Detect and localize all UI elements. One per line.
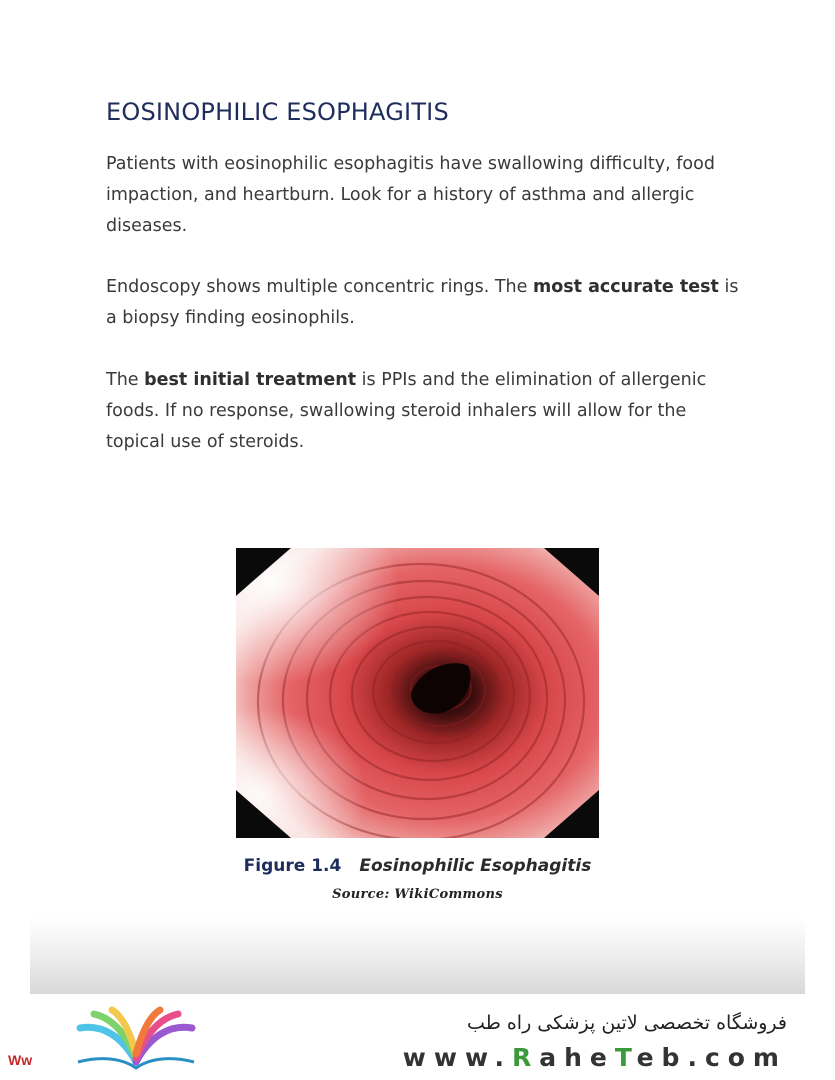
url-part: www. — [402, 1043, 512, 1072]
bold-phrase-most-accurate-test: most accurate test — [532, 277, 719, 297]
section-title: EOSINOPHILIC ESOPHAGITIS — [106, 98, 449, 126]
figure-number: Figure 1.4 — [243, 856, 342, 876]
url-part: ahe — [539, 1043, 615, 1072]
store-url — [403, 1043, 787, 1072]
url-accent-letter: T — [614, 1043, 637, 1072]
endoscopy-image — [236, 548, 599, 838]
footer-shadow-band — [30, 918, 805, 994]
paragraph-text: is PPIs and the elimination of allergenic foods. If no response, swallowing steroid inhalers will allow for the topical use of steroids. — [106, 370, 707, 452]
paragraph-text: is a biopsy finding eosinophils. — [106, 277, 739, 328]
paragraph-treatment — [106, 365, 746, 458]
bold-phrase-best-initial-treatment: best initial treatment — [144, 370, 357, 390]
store-tagline: فروشگاه تخصصی لاتین پزشکی راه طب — [467, 1012, 787, 1034]
figure-title: Eosinophilic Esophagitis — [359, 856, 592, 876]
open-book-logo-icon — [72, 1006, 200, 1072]
paragraph-symptoms: Patients with eosinophilic esophagitis have swallowing difficulty, food impaction, and heartburn. Look for a history of asthma and allergic diseases. — [106, 154, 715, 236]
paragraph-diagnosis — [106, 272, 746, 334]
url-part: eb.com — [636, 1043, 787, 1072]
corner-mark: Ww — [8, 1052, 33, 1068]
url-accent-letter: R — [511, 1043, 540, 1072]
figure-source: Source: WikiCommons — [332, 887, 503, 902]
paragraph-text: Endoscopy shows multiple concentric rings. The — [106, 277, 533, 297]
endoscopy-photo-illustration — [236, 548, 599, 838]
figure-caption — [0, 856, 835, 876]
paragraph-text: The — [106, 370, 145, 390]
